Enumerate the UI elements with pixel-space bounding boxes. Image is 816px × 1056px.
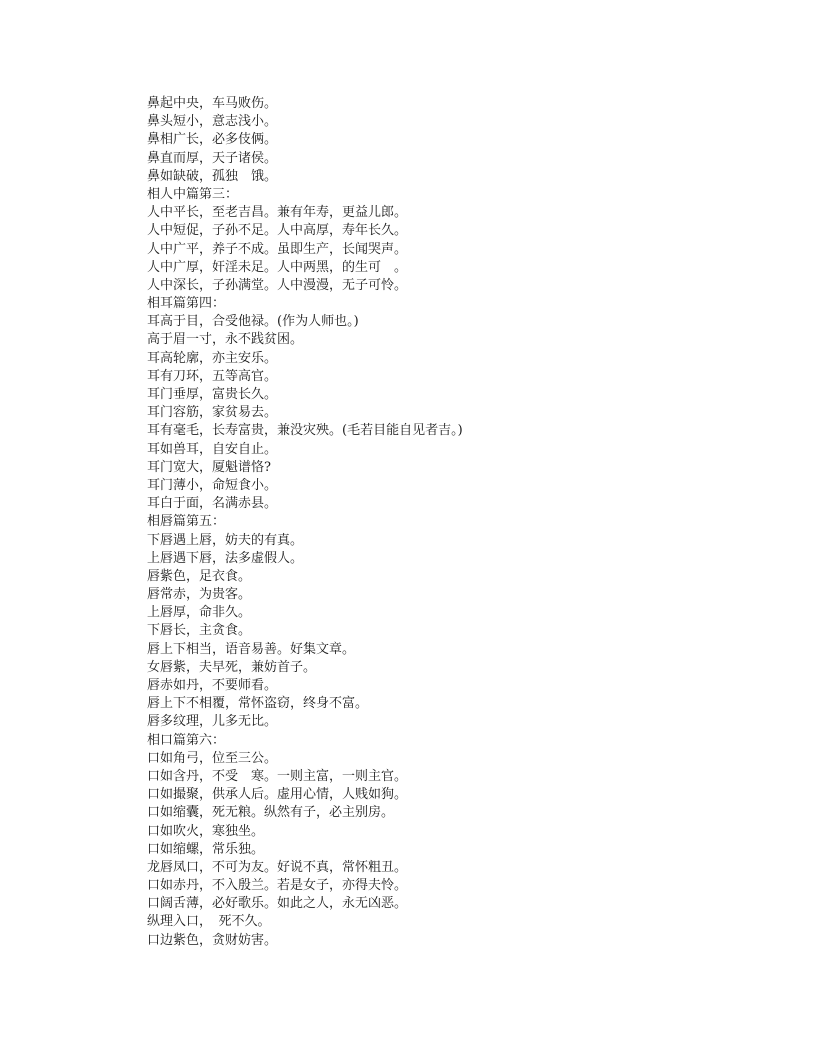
text-line: 鼻直而厚，天子诸侯。 bbox=[147, 150, 278, 166]
text-line: 口阔舌薄，必好歌乐。如此之人，永无凶恶。 bbox=[147, 896, 408, 912]
text-line: 下唇遇上唇，妨夫的有真。 bbox=[147, 532, 304, 548]
text-line: 唇赤如丹，不要师看。 bbox=[147, 678, 278, 693]
text-line: 唇多纹理，儿多无比。 bbox=[147, 714, 278, 730]
text-line: 鼻头短小，意志浅小。 bbox=[147, 114, 278, 130]
text-line: 龙唇凤口，不可为友。好说不真，常怀粗丑。 bbox=[147, 859, 408, 875]
text-line: 口如吹火，寒独坐。 bbox=[147, 823, 265, 839]
text-line: 口如角弓，位至三公。 bbox=[147, 750, 278, 766]
text-line: 耳高于目，合受他禄。(作为人师也。) bbox=[147, 314, 359, 330]
text-line: 鼻如缺破，孤独 饿。 bbox=[147, 168, 278, 184]
text-line: 女唇紫，夫早死，兼妨首子。 bbox=[147, 659, 317, 675]
text-body bbox=[147, 95, 787, 950]
text-line: 耳门垂厚，富贵长久。 bbox=[147, 387, 278, 402]
section-heading: 相人中篇第三： bbox=[147, 186, 239, 202]
text-line: 上唇厚，命非久。 bbox=[147, 605, 252, 621]
text-line: 人中平长，至老吉昌。兼有年寿，更益儿郎。 bbox=[147, 205, 408, 221]
text-line: 人中广厚，奸淫未足。人中两黑，的生可 。 bbox=[147, 259, 408, 275]
text-line: 耳有刀环，五等高官。 bbox=[147, 368, 278, 384]
text-line: 唇上下相当，语音易善。好集文章。 bbox=[147, 641, 356, 657]
text-line: 口如缩囊，死无粮。纵然有子，必主别房。 bbox=[147, 805, 395, 821]
text-line: 耳门容筋，家贫易去。 bbox=[147, 405, 278, 421]
text-line: 下唇长，主贪食。 bbox=[147, 623, 252, 639]
text-line: 唇紫色，足衣食。 bbox=[147, 568, 252, 584]
text-line: 耳白于面，名满赤县。 bbox=[147, 496, 278, 512]
text-line: 口如赤丹，不入殷兰。若是女子，亦得夫怜。 bbox=[147, 878, 408, 894]
text-line: 高于眉一寸，永不践贫困。 bbox=[147, 332, 304, 348]
text-line: 唇常赤，为贵客。 bbox=[147, 587, 252, 603]
text-line: 上唇遇下唇，法多虚假人。 bbox=[147, 550, 304, 566]
text-line: 人中广平，养子不成。虽即生产，长闻哭声。 bbox=[147, 241, 408, 257]
text-line: 耳门薄小，命短食小。 bbox=[147, 477, 278, 493]
section-heading: 相口篇第六： bbox=[147, 732, 226, 748]
text-line: 耳高轮廓，亦主安乐。 bbox=[147, 350, 278, 366]
text-line: 鼻相广长，必多伎俩。 bbox=[147, 132, 278, 148]
text-line: 人中深长，子孙满堂。人中漫漫，无子可怜。 bbox=[147, 277, 408, 293]
text-line: 口如缩螺，常乐独。 bbox=[147, 841, 265, 857]
text-line: 耳门宽大，厦魁谱恪? bbox=[147, 459, 271, 475]
section-heading: 相耳篇第四： bbox=[147, 296, 226, 312]
text-line: 鼻起中央，车马败伤。 bbox=[147, 96, 278, 111]
section-heading: 相唇篇第五： bbox=[147, 514, 226, 530]
text-line: 耳如兽耳，自安自止。 bbox=[147, 441, 278, 457]
text-line: 耳有毫毛，长寿富贵，兼没灾殃。(毛若目能自见者吉。) bbox=[147, 423, 463, 439]
text-line: 口如撮聚，供承人后。虚用心情，人贱如狗。 bbox=[147, 787, 408, 803]
text-line: 口边紫色，贪财妨害。 bbox=[147, 932, 278, 948]
text-line: 纵理入口， 死不久。 bbox=[147, 914, 271, 930]
text-line: 人中短促，子孙不足。人中高厚，寿年长久。 bbox=[147, 223, 408, 239]
text-line: 口如含丹，不受 寒。一则主富，一则主官。 bbox=[147, 768, 408, 784]
text-line: 唇上下不相覆，常怀盗窃，终身不富。 bbox=[147, 696, 369, 712]
